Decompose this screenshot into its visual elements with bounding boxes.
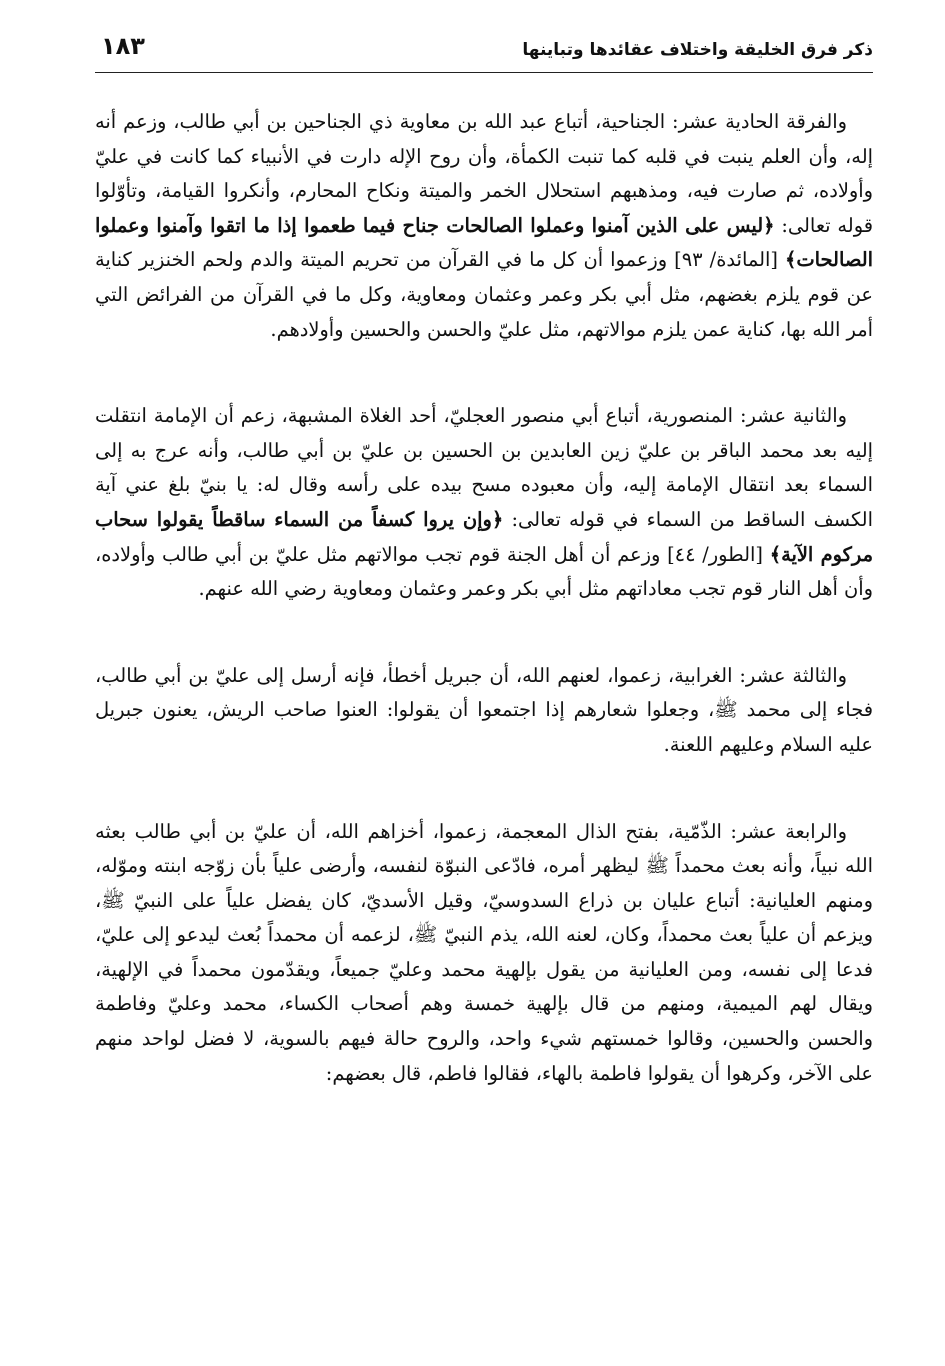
- paragraph-sect-11: [95, 105, 873, 347]
- page-body: [95, 105, 873, 1091]
- paragraph-text: والفرقة الحادية عشر: الجناحية، أتباع عبد الله بن معاوية ذي الجناحين بن أبي طالب، وزعم أنه إله، وأن العلم ينبت في قلبه كما تنبت الكمأة، وأن روح الإله دارت في الأنبياء كما كانت في عليّ وأولاده، ثم صارت فيه، ومذهبهم استحلال الخمر والميتة ونكاح المحارم، وأنكروا القيامة، وتأوّلوا قوله تعالى:: [95, 110, 873, 237]
- paragraph-text: والثانية عشر: المنصورية، أتباع أبي منصور العجليّ، أحد الغلاة المشبهة، زعم أن الإمامة انتقلت إليه بعد محمد الباقر بن عليّ زين العابدين بن الحسين بن عليّ بن أبي طالب، وأنه عرج به إلى السماء بعد انتقال الإمامة إليه، وأن معبوده مسح بيده على رأسه وقال له: يا بنيّ بلغ عني آية الكسف الساقط من السماء في قوله تعالى:: [95, 404, 873, 531]
- paragraph-sect-14: [95, 815, 873, 1092]
- paragraph-text: والثالثة عشر: الغرابية، زعموا، لعنهم الله، أن جبريل أخطأ، فإنه أرسل إلى عليّ بن أبي طالب، فجاء إلى محمد ﷺ، وجعلوا شعارهم إذا اجتمعوا أن يقولوا: العنوا صاحب الريش، يعنون جبريل عليه السلام وعليهم اللعنة.: [95, 663, 873, 756]
- quran-quote: ﴿وإن يروا كسفاً من السماء ساقطاً يقولوا سحاب مركوم الآية﴾: [95, 507, 873, 566]
- quran-quote: ﴿ليس على الذين آمنوا وعملوا الصالحات جناح فيما طعموا إذا ما اتقوا وآمنوا وعملوا الصالحات﴾: [95, 213, 873, 272]
- paragraph-sect-13: [95, 659, 873, 763]
- paragraph-sect-12: [95, 399, 873, 607]
- page-number: ١٨٣: [101, 32, 145, 60]
- running-title: ذكر فرق الخليقة واختلاف عقائدها وتباينها: [522, 40, 873, 60]
- page-header: [95, 30, 873, 73]
- paragraph-text: [الطور/ ٤٤] وزعم أن أهل الجنة قوم تجب موالاتهم مثل عليّ بن أبي طالب وأولاده، وأن أهل النار قوم تجب معاداتهم مثل أبي بكر وعمر وعثمان ومعاوية رضي الله عنهم.: [95, 542, 873, 601]
- paragraph-text: والرابعة عشر: الذّمّية، بفتح الذال المعجمة، زعموا، أخزاهم الله، أن عليّ بن أبي طالب بعثه الله نبياً، وأنه بعث محمداً ﷺ ليظهر أمره، فادّعى النبوّة لنفسه، وأرضى علياً بأن زوّجه ابنته وموّله، ومنهم العليانية: أتباع عليان بن ذراع السدوسيّ، وقيل الأسديّ، كان يفضل علياً على النبيّ ﷺ، ويزعم أن علياً بعث محمداً، وكان، لعنه الله، يذم النبيّ ﷺ، لزعمه أن محمداً بُعث ليدعو إلى عليّ، فدعا إلى نفسه، ومن العليانية من يقول بإلهية محمد وعليّ جميعاً، ويقدّمون محمداً في الإلهية، ويقال لهم الميمية، ومنهم من قال بإلهية خمسة وهم أصحاب الكساء، محمد وعليّ وفاطمة والحسن والحسين، وقالوا خمستهم شيء واحد، والروح حالة فيهم بالسوية، لا فضل لواحد منهم على الآخر، وكرهوا أن يقولوا فاطمة بالهاء، فقالوا فاطم، قال بعضهم:: [95, 819, 873, 1085]
- paragraph-text: [المائدة/ ٩٣] وزعموا أن كل ما في القرآن من تحريم الميتة والدم ولحم الخنزير كناية عن قوم يلزم بغضهم، مثل أبي بكر وعمر وعثمان ومعاوية، وكل ما في القرآن من الفرائض التي أمر الله بها، كناية عمن يلزم موالاتهم، مثل عليّ والحسن والحسين وأولادهم.: [95, 248, 873, 341]
